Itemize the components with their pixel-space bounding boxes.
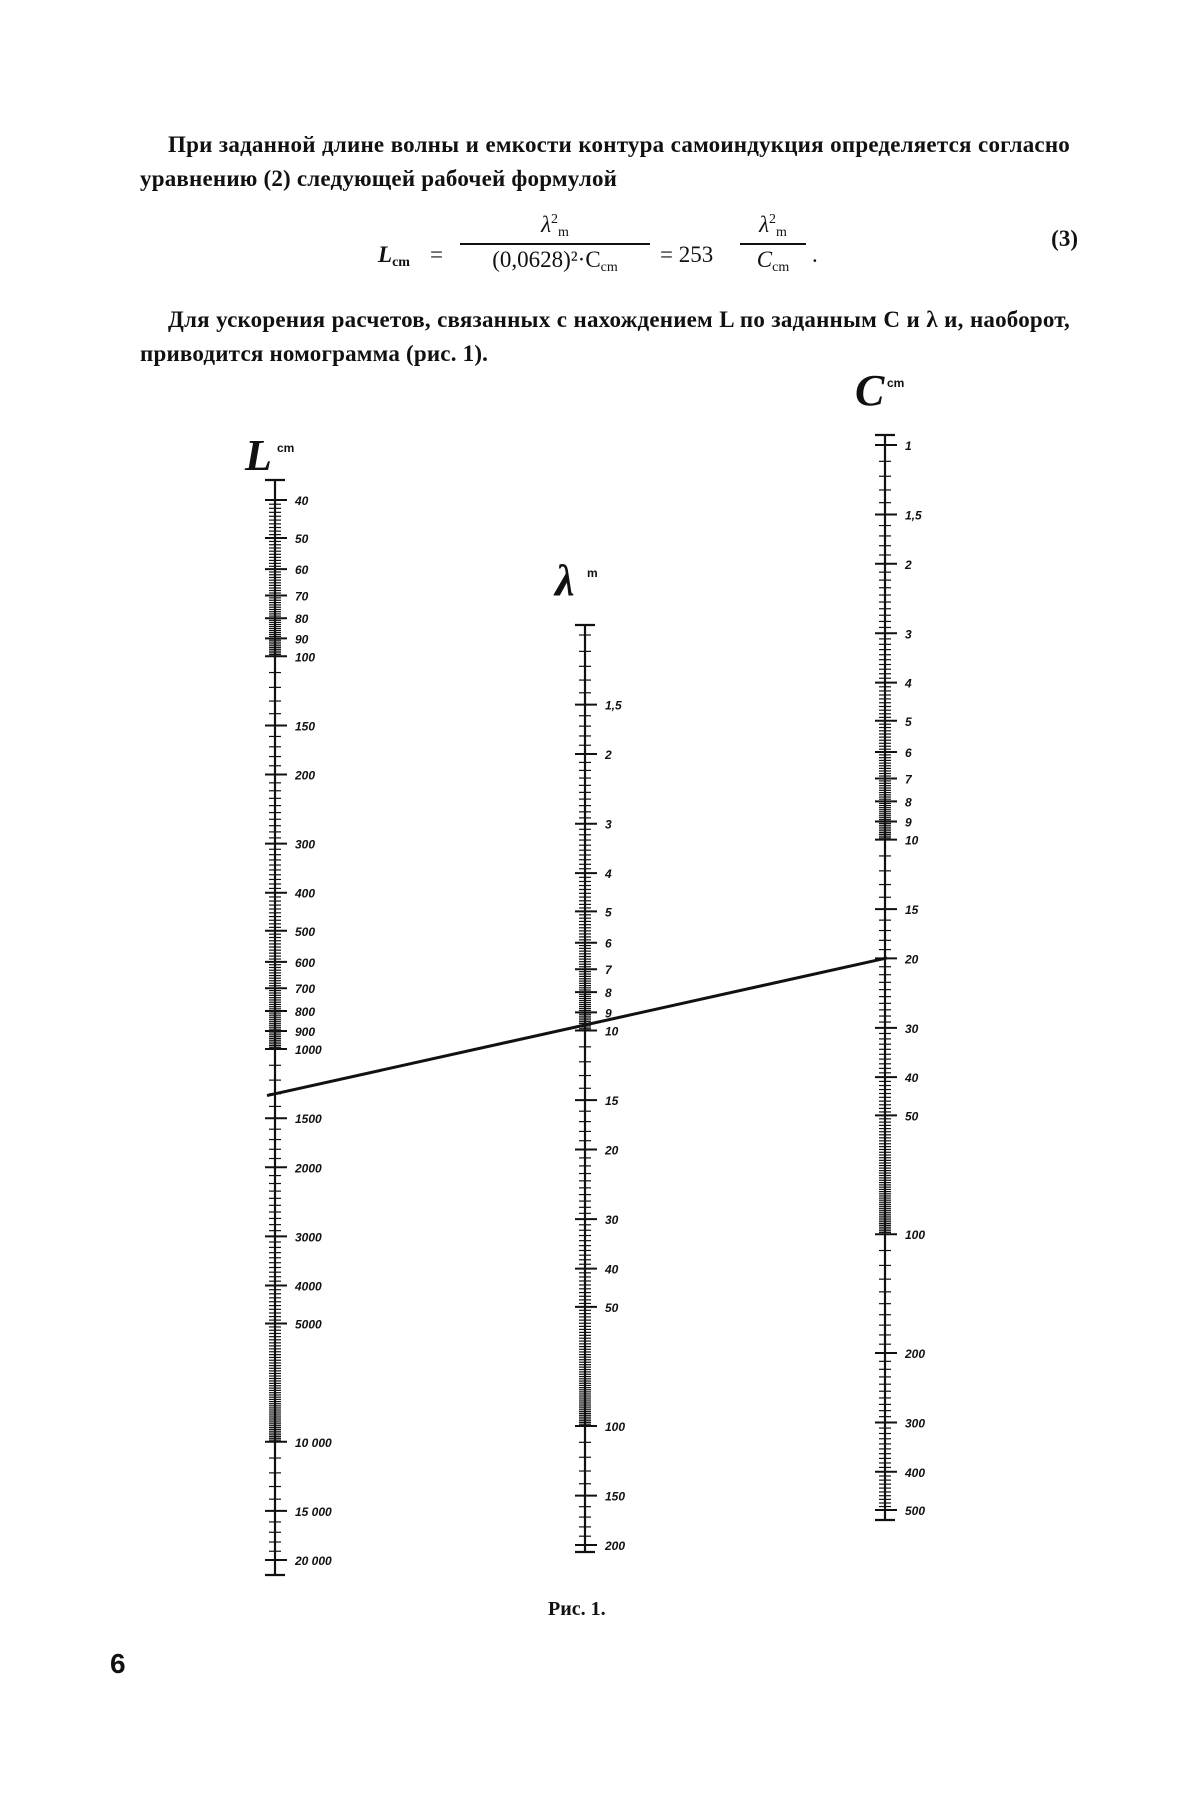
paragraph-2-text: Для ускорения расчетов, связанных с нахождением L по заданным C и λ и, наоборот, приводится номограмма (рис. 1).	[140, 307, 1070, 366]
l-tick-label: 150	[295, 719, 316, 734]
lambda-tick-label: 9	[605, 1006, 612, 1021]
l-tick-label: 300	[295, 837, 316, 852]
c-tick-label: 1,5	[905, 508, 922, 523]
equation-number: (3)	[1051, 226, 1078, 251]
c-scale-unit: cm	[887, 376, 905, 390]
scale-c	[855, 366, 925, 1520]
lambda-tick-label: 1,5	[605, 698, 622, 713]
lambda-tick-label: 40	[605, 1262, 619, 1277]
c-tick-label: 6	[905, 746, 912, 761]
c-tick-label: 2	[905, 557, 912, 572]
lambda-tick-label: 100	[605, 1419, 626, 1434]
paragraph-1	[140, 128, 1070, 196]
lambda-tick-label: 10	[605, 1024, 619, 1039]
lambda-scale-unit: m	[587, 566, 598, 580]
l-tick-label: 800	[295, 1004, 316, 1019]
l-tick-label: 4000	[295, 1279, 322, 1294]
lambda-tick-label: 5	[605, 905, 612, 920]
l-tick-label: 900	[295, 1025, 316, 1040]
l-tick-label: 1500	[295, 1112, 322, 1127]
formula-period: .	[812, 242, 818, 267]
c-tick-label: 300	[905, 1416, 926, 1431]
l-scale-title: L	[245, 431, 272, 480]
c-tick-label: 8	[905, 795, 912, 810]
c-tick-label: 5	[905, 714, 912, 729]
c-tick-label: 9	[905, 815, 912, 830]
lambda-tick-label: 8	[605, 986, 612, 1001]
lambda-tick-label: 3	[605, 817, 612, 832]
formula-fraction-2: $\lambda^2_m$ $C_{cm}$	[740, 212, 806, 276]
c-tick-label: 400	[905, 1465, 926, 1480]
paragraph-1-text: При заданной длине волны и емкости контура самоиндукция определяется согласно уравнению (2) следующей рабочей формулой	[140, 132, 1070, 191]
lambda-tick-label: 6	[605, 936, 612, 951]
c-tick-label: 500	[905, 1504, 926, 1518]
nomogram-chart	[0, 360, 1200, 1590]
example-isopleth-line	[267, 955, 887, 1096]
l-tick-label: 20 000	[295, 1554, 332, 1568]
l-tick-label: 600	[295, 955, 316, 970]
l-scale-unit: cm	[277, 441, 295, 455]
l-tick-label: 60	[295, 563, 309, 578]
l-tick-label: 80	[295, 612, 309, 627]
lambda-tick-label: 30	[605, 1213, 619, 1228]
lambda-tick-label: 50	[605, 1300, 619, 1315]
l-tick-label: 5000	[295, 1317, 322, 1332]
c-tick-label: 1	[905, 439, 912, 453]
c-tick-label: 10	[905, 833, 919, 848]
figure-caption: Рис. 1.	[548, 1598, 606, 1620]
c-tick-label: 40	[905, 1071, 919, 1086]
formula-lhs: $L_{cm}$	[378, 242, 410, 270]
page-number: 6	[110, 1648, 126, 1679]
c-tick-label: 15	[905, 903, 919, 918]
lambda-tick-label: 150	[605, 1489, 626, 1504]
lambda-tick-label: 4	[605, 867, 612, 882]
c-tick-label: 3	[905, 627, 912, 642]
c-tick-label: 30	[905, 1021, 919, 1036]
c-tick-label: 100	[905, 1228, 926, 1243]
l-tick-label: 3000	[295, 1230, 322, 1245]
l-tick-label: 400	[295, 886, 316, 901]
formula-equals: =	[430, 242, 443, 267]
lambda-tick-label: 2	[605, 748, 612, 763]
lambda-tick-label: 200	[605, 1539, 626, 1553]
l-tick-label: 1000	[295, 1043, 322, 1058]
lambda-scale-title: λ	[555, 556, 575, 605]
c-tick-label: 200	[905, 1346, 926, 1361]
lambda-tick-label: 7	[605, 963, 612, 978]
c-scale-title: C	[855, 366, 885, 415]
l-tick-label: 700	[295, 982, 316, 997]
lambda-tick-label: 15	[605, 1094, 619, 1109]
l-tick-label: 10 000	[295, 1435, 332, 1450]
l-tick-label: 40	[295, 494, 309, 508]
l-tick-label: 200	[295, 768, 316, 783]
l-tick-label: 70	[295, 589, 309, 604]
l-tick-label: 90	[295, 632, 309, 647]
l-tick-label: 50	[295, 532, 309, 547]
scale-lambda	[553, 556, 625, 1553]
l-tick-label: 100	[295, 650, 316, 665]
c-tick-label: 7	[905, 772, 912, 787]
c-tick-label: 50	[905, 1109, 919, 1124]
l-tick-label: 15 000	[295, 1504, 332, 1519]
scale-l	[244, 431, 332, 1575]
formula-fraction-1: $\lambda^2_m$ $(0,0628)^2\cdot C_{cm}$	[460, 212, 650, 276]
l-tick-label: 500	[295, 924, 316, 939]
c-tick-label: 4	[905, 676, 912, 691]
l-tick-label: 2000	[295, 1161, 322, 1176]
c-tick-label: 20	[905, 952, 919, 967]
formula-constant: = 253	[660, 242, 714, 267]
formula-3	[360, 212, 1078, 292]
lambda-tick-label: 20	[605, 1143, 619, 1158]
